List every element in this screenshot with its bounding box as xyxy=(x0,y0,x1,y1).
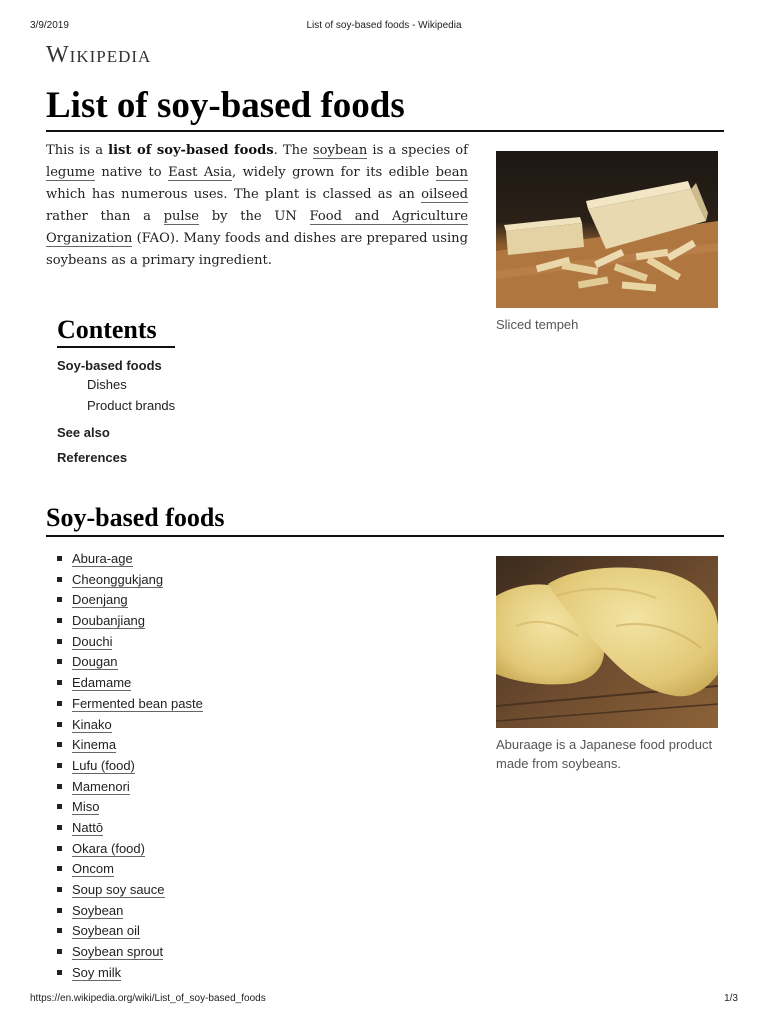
print-header xyxy=(0,20,768,34)
bullet-square-icon xyxy=(57,970,62,975)
food-link[interactable]: Okara (food) xyxy=(72,840,145,856)
bullet-square-icon xyxy=(57,618,62,623)
food-link[interactable]: Nattō xyxy=(72,819,104,835)
bullet-square-icon xyxy=(57,763,62,768)
bullet-square-icon xyxy=(57,825,62,830)
intro-link-legume[interactable]: legume xyxy=(46,165,95,180)
tempeh-figure xyxy=(496,151,718,334)
soy-foods-list xyxy=(56,549,203,983)
toc-item-see-also[interactable]: See also xyxy=(57,425,110,440)
food-link[interactable]: Soup soy sauce xyxy=(72,882,165,897)
print-url: https://en.wikipedia.org/wiki/List_of_soy-based_foods xyxy=(30,993,266,1004)
food-link[interactable]: Fermented bean paste xyxy=(72,695,203,711)
bullet-square-icon xyxy=(57,949,62,954)
food-link[interactable]: Mamenori xyxy=(72,778,130,794)
bullet-square-icon xyxy=(57,908,62,913)
intro-text: , widely grown for its edible xyxy=(232,165,436,180)
aburaage-photo[interactable] xyxy=(496,556,718,728)
toc-item-soy-based-foods[interactable]: Soy-based foods xyxy=(57,358,162,373)
food-link[interactable]: Soybean sprout xyxy=(72,944,164,960)
list-item xyxy=(56,549,203,570)
section-title-soy-based-foods: Soy-based foods xyxy=(46,503,225,532)
list-item xyxy=(56,901,203,922)
intro-link-bean[interactable]: bean xyxy=(435,165,468,180)
list-item xyxy=(56,570,203,591)
list-item xyxy=(56,673,203,694)
toc-item-product-brands[interactable]: Product brands xyxy=(87,398,176,413)
intro-link-pulse[interactable]: pulse xyxy=(163,209,200,224)
bullet-square-icon xyxy=(57,701,62,706)
intro-text: This is a xyxy=(46,143,109,158)
food-link[interactable]: Soybean xyxy=(72,902,124,918)
food-link[interactable]: Douchi xyxy=(72,633,113,649)
print-footer xyxy=(0,993,768,1007)
intro-bold-term: list of soy-based foods xyxy=(108,143,274,158)
intro-link-food-and-agriculture-organization[interactable]: Food and Agriculture Organization xyxy=(46,209,468,246)
food-link[interactable]: Lufu (food) xyxy=(72,757,135,773)
bullet-square-icon xyxy=(57,928,62,933)
bullet-square-icon xyxy=(57,680,62,685)
food-link[interactable]: Doenjang xyxy=(72,592,128,608)
food-link[interactable]: Edamame xyxy=(72,675,132,691)
toc-title: Contents xyxy=(57,315,157,344)
food-link[interactable]: Oncom xyxy=(72,861,114,877)
tempeh-caption: Sliced tempeh xyxy=(496,317,579,332)
list-item xyxy=(56,756,203,777)
article-title: List of soy-based foods xyxy=(46,85,405,126)
bullet-square-icon xyxy=(57,804,62,809)
list-item xyxy=(56,797,203,818)
food-link[interactable]: Soybean oil xyxy=(72,923,140,939)
food-link[interactable]: Kinema xyxy=(72,737,117,753)
bullet-square-icon xyxy=(57,659,62,664)
wikipedia-wordmark-logo[interactable]: Wikipedia xyxy=(46,42,152,68)
aburaage-caption: Aburaage is a Japanese food product made from soybeans. xyxy=(496,737,713,771)
print-page-title: List of soy-based foods - Wikipedia xyxy=(306,20,462,31)
list-item xyxy=(56,859,203,880)
bullet-square-icon xyxy=(57,639,62,644)
food-link[interactable]: Dougan xyxy=(72,654,118,670)
list-item xyxy=(56,715,203,736)
food-link[interactable]: Miso xyxy=(72,799,100,815)
list-item xyxy=(56,818,203,839)
toc-divider xyxy=(57,346,175,348)
title-divider xyxy=(46,130,724,132)
food-link[interactable]: Kinako xyxy=(72,716,112,732)
list-item xyxy=(56,735,203,756)
intro-text: by the UN xyxy=(199,209,310,224)
bullet-square-icon xyxy=(57,866,62,871)
list-item xyxy=(56,611,203,632)
intro-paragraph xyxy=(46,140,468,272)
sliced-tempeh-photo[interactable] xyxy=(496,151,718,308)
intro-link-soybean[interactable]: soybean xyxy=(312,143,368,158)
toc-item-references[interactable]: References xyxy=(57,450,128,465)
intro-text: is a species of xyxy=(367,143,468,158)
food-link[interactable]: Doubanjiang xyxy=(72,613,146,629)
bullet-square-icon xyxy=(57,887,62,892)
intro-text: native to xyxy=(94,165,169,180)
bullet-square-icon xyxy=(57,722,62,727)
list-item xyxy=(56,880,203,901)
list-item xyxy=(56,942,203,963)
bullet-square-icon xyxy=(57,784,62,789)
intro-text: rather than a xyxy=(46,209,164,224)
list-item xyxy=(56,963,203,984)
toc-item-dishes[interactable]: Dishes xyxy=(87,377,127,392)
list-item xyxy=(56,632,203,653)
bullet-square-icon xyxy=(57,846,62,851)
list-item xyxy=(56,921,203,942)
intro-text: (FAO). Many foods and dishes are prepared using soybeans as a primary ingredient. xyxy=(46,231,468,268)
intro-link-oilseed[interactable]: oilseed xyxy=(421,187,468,202)
list-item xyxy=(56,590,203,611)
intro-text: which has numerous uses. The plant is classed as an xyxy=(46,187,422,202)
bullet-square-icon xyxy=(57,556,62,561)
food-link[interactable]: Soy milk xyxy=(72,964,122,980)
bullet-square-icon xyxy=(57,577,62,582)
print-date: 3/9/2019 xyxy=(30,20,69,31)
intro-text: . The xyxy=(273,143,313,158)
intro-link-east-asia[interactable]: East Asia xyxy=(168,165,233,180)
print-page-number: 1/3 xyxy=(724,993,738,1004)
bullet-square-icon xyxy=(57,597,62,602)
food-link[interactable]: Cheonggukjang xyxy=(72,571,164,587)
aburaage-figure xyxy=(496,556,718,773)
list-item xyxy=(56,652,203,673)
section-divider xyxy=(46,535,724,537)
list-item xyxy=(56,694,203,715)
bullet-square-icon xyxy=(57,742,62,747)
food-link[interactable]: Abura-age xyxy=(72,551,133,566)
list-item xyxy=(56,839,203,860)
list-item xyxy=(56,777,203,798)
